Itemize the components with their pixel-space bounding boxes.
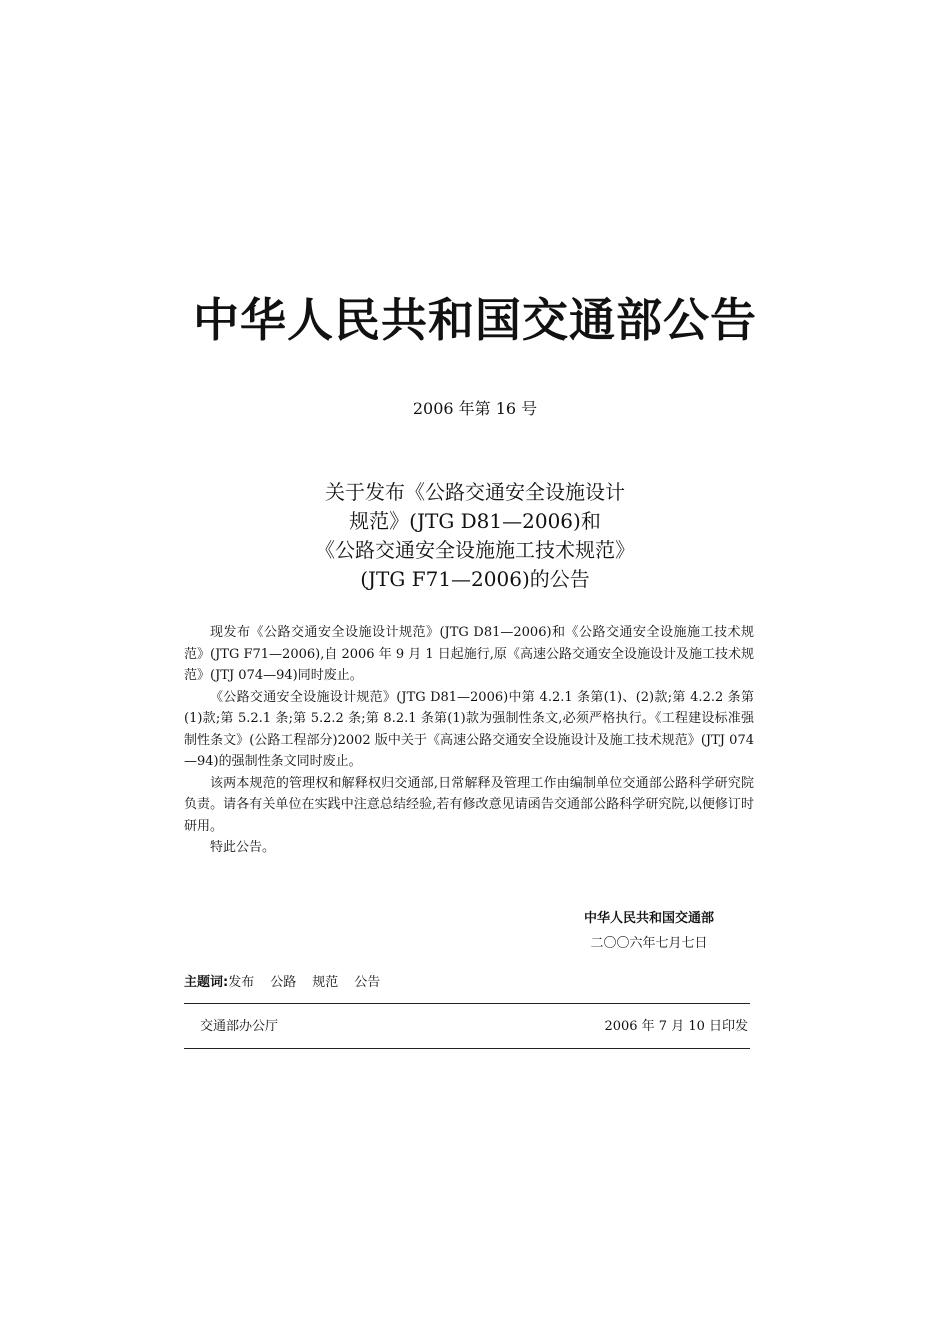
document-number: 2006 年第 16 号 [412,399,538,418]
heading-line: (JTG F71—2006)的公告 [360,567,590,591]
body-paragraph: 现发布《公路交通安全设施设计规范》(JTG D81—2006)和《公路交通安全设施施工技术规范》(JTG F71—2006),自 2006 年 9 月 1 日起施行,原《高速公路交通安全设施设计及施工技术规范》(JTJ 074—94)同时废止。 [184,625,754,683]
announcement-body [184,622,754,859]
keyword: 公路 [270,975,297,990]
closing-paragraph: 特此公告。 [210,840,276,855]
keyword: 公告 [354,975,381,990]
subject-keywords [184,973,396,993]
keyword: 规范 [312,975,339,990]
issue-date: 二〇〇六年七月七日 [590,936,708,951]
announcement-heading [0,478,950,594]
announcement-title: 中华人民共和国交通部公告 [193,293,757,347]
footer-divider-top [184,1003,750,1004]
issuer-block [540,906,758,956]
heading-line: 关于发布《公路交通安全设施设计 [325,480,625,504]
footer-divider-bottom [184,1048,750,1049]
body-paragraph: 《公路交通安全设施设计规范》(JTG D81—2006)中第 4.2.1 条第(1)、(2)款;第 4.2.2 条第(1)款;第 5.2.1 条;第 5.2.2 条;第 8.2.1 条第(1)款为强制性条文,必须严格执行。《工程建设标准强制性条文》(公路工程部分)2002 版中关于《高速公路交通安全设施设计及施工技术规范》(JTJ 074—94)的强制性条文同时废止。 [184,689,754,769]
heading-line: 《公路交通安全设施施工技术规范》 [315,538,635,562]
keywords-label: 主题词: [184,975,229,990]
body-paragraph: 该两本规范的管理权和解释权归交通部,日常解释及管理工作由编制单位交通部公路科学研究院负责。请各有关单位在实践中注意总结经验,若有修改意见请函告交通部公路科学研究院,以便修订时研用。 [184,775,754,834]
issuer-organization: 中华人民共和国交通部 [583,911,714,926]
keyword: 发布 [228,975,255,990]
issuing-office: 交通部办公厅 [200,1019,279,1034]
print-date: 2006 年 7 月 10 日印发 [604,1019,748,1034]
heading-line: 规范》(JTG D81—2006)和 [349,509,601,533]
